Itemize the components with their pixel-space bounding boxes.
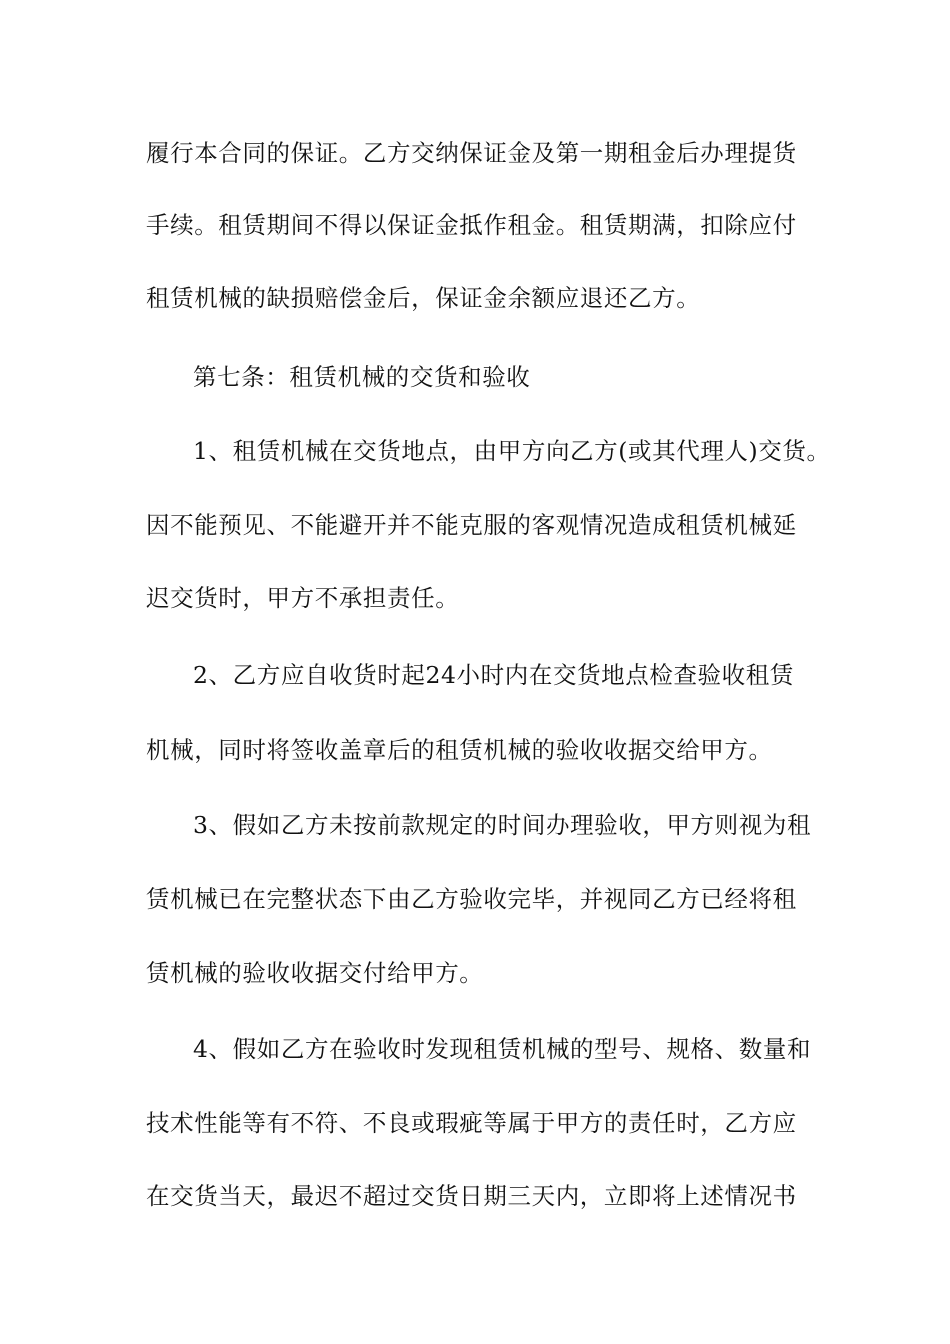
text-line: 4、假如乙方在验收时发现租赁机械的型号、规格、数量和 — [193, 1035, 812, 1063]
text-line: 技术性能等有不符、不良或瑕疵等属于甲方的责任时，乙方应 — [146, 1109, 797, 1137]
text-line: 2、乙方应自收货时起24小时内在交货地点检查验收租赁 — [193, 661, 794, 689]
text-line: 手续。租赁期间不得以保证金抵作租金。租赁期满，扣除应付 — [146, 211, 797, 239]
text-line: 履行本合同的保证。乙方交纳保证金及第一期租金后办理提货 — [146, 139, 797, 167]
text-line: 机械，同时将签收盖章后的租赁机械的验收收据交给甲方。 — [146, 736, 773, 764]
section-heading: 第七条：租赁机械的交货和验收 — [193, 363, 531, 391]
text-line: 赁机械已在完整状态下由乙方验收完毕，并视同乙方已经将租 — [146, 885, 797, 913]
text-line: 1、租赁机械在交货地点，由甲方向乙方(或其代理人)交货。 — [193, 437, 831, 465]
text-line: 迟交货时，甲方不承担责任。 — [146, 584, 460, 612]
text-line: 租赁机械的缺损赔偿金后，保证金余额应退还乙方。 — [146, 284, 701, 312]
text-line: 因不能预见、不能避开并不能克服的客观情况造成租赁机械延 — [146, 511, 797, 539]
text-line: 3、假如乙方未按前款规定的时间办理验收，甲方则视为租 — [193, 811, 812, 839]
text-line: 在交货当天，最迟不超过交货日期三天内，立即将上述情况书 — [146, 1182, 797, 1210]
text-line: 赁机械的验收收据交付给甲方。 — [146, 959, 484, 987]
